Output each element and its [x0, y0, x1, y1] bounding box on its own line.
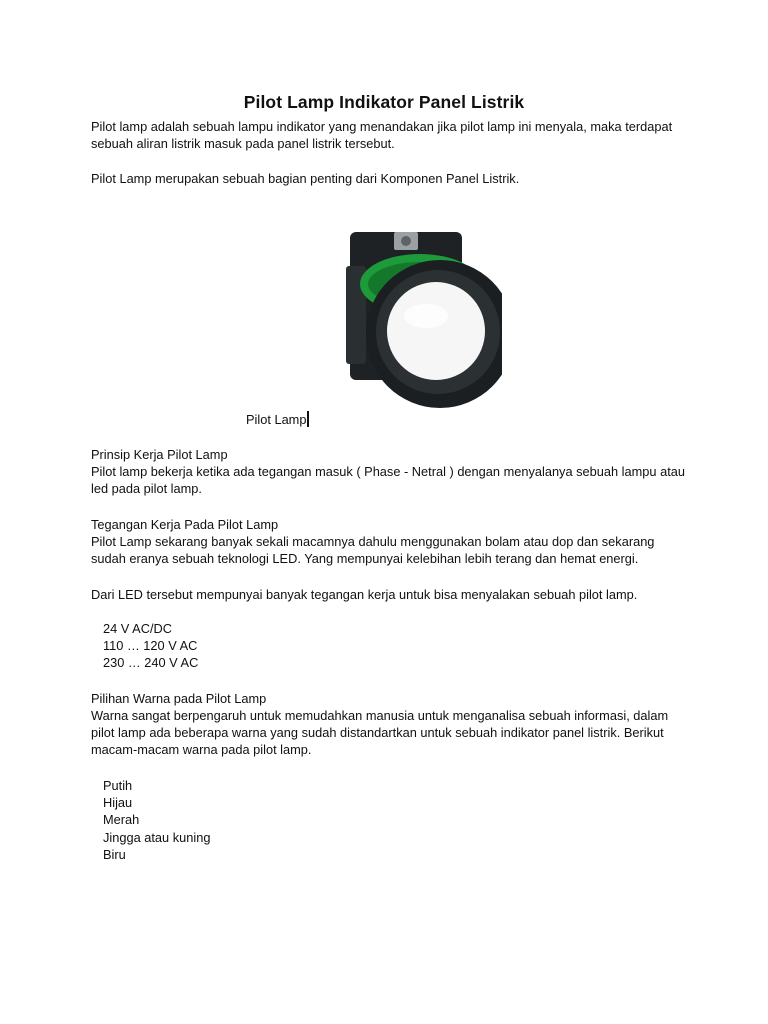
list-item: Jingga atau kuning [103, 829, 211, 845]
section2-body: Pilot Lamp sekarang banyak sekali macamnya dahulu menggunakan bolam atau dop dan sekarang sudah eranya sebuah teknologi LED. Yang mempunyai kelebihan lebih terang dan hemat energi. [91, 534, 655, 567]
section2-heading: Tegangan Kerja Pada Pilot Lamp [91, 517, 279, 532]
section1-heading: Prinsip Kerja Pilot Lamp [91, 447, 228, 462]
list-item: 230 … 240 V AC [103, 655, 199, 671]
pilot-lamp-image [342, 224, 502, 410]
list-item: 24 V AC/DC [103, 621, 172, 636]
list-item: 110 … 120 V AC [103, 638, 198, 654]
voltage-list [103, 620, 198, 672]
image-caption: Pilot Lamp [246, 411, 309, 427]
list-item: Putih [103, 778, 133, 793]
list-item: Biru [103, 846, 126, 862]
section3-heading: Pilihan Warna pada Pilot Lamp [91, 691, 267, 706]
lamp-face [387, 282, 485, 380]
list-item: Merah [103, 812, 140, 828]
intro-paragraph-1: Pilot lamp adalah sebuah lampu indikator yang menandakan jika pilot lamp ini menyala, maka terdapat sebuah aliran listrik masuk pada panel listrik tersebut. [91, 119, 673, 152]
document-title: Pilot Lamp Indikator Panel Listrik [243, 92, 525, 112]
color-list [103, 777, 210, 863]
intro-paragraph-2: Pilot Lamp merupakan sebuah bagian penting dari Komponen Panel Listrik. [91, 171, 520, 186]
section3-body: Warna sangat berpengaruh untuk memudahkan manusia untuk menganalisa sebuah informasi, dalam pilot lamp ada beberapa warna yang sudah distandartkan untuk sebuah indikator panel listrik. Berikut macam-macam warna pada pilot lamp. [91, 708, 669, 758]
text-cursor [307, 411, 309, 427]
section1-body: Pilot lamp bekerja ketika ada tegangan masuk ( Phase - Netral ) dengan menyalanya sebuah lampu atau led pada pilot lamp. [91, 464, 685, 497]
section2-lead: Dari LED tersebut mempunyai banyak tegangan kerja untuk bisa menyalakan sebuah pilot lamp. [91, 587, 638, 602]
list-item: Hijau [103, 795, 133, 811]
